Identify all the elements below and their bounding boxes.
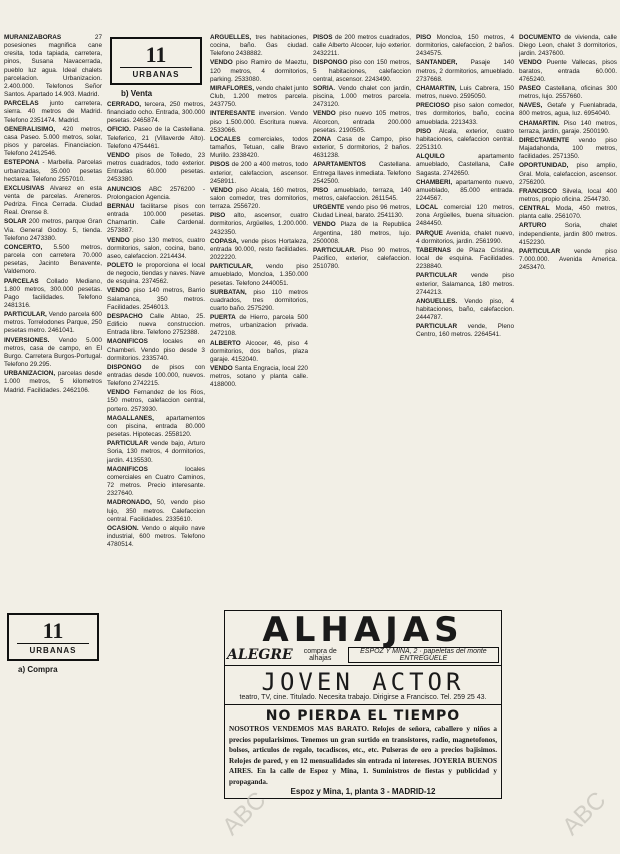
classified-ad-lead: TABERNAS [416,246,452,254]
section-rule [120,67,192,68]
classified-ad-lead: PRECIOSO [416,102,450,110]
classified-ad [210,136,308,160]
classified-ad-text: Piso 90 metros, Pacifico, exterior, calefaccion. 2510780. [313,246,411,271]
classified-ad-lead: CHAMARTIN. [519,119,560,127]
classified-ad-lead: PISOS [313,34,333,41]
classified-ad [313,85,411,109]
classified-ad [4,244,102,277]
section-sub: a) Compra [18,665,58,674]
classified-ad-lead: PARTICULAR [107,440,149,448]
classified-ad-lead: PISO [416,34,432,41]
classified-ad-text: piso salon comedor, tres dormitorios, baño, cocina amueblada. 2213433. [416,102,514,126]
classified-ad-text: Castellana. Entrega llaves inmediata. Telefono 2542500. [313,161,411,185]
classified-ad-text: piso amplio, Gral. Mola, calefaccion, ascensor. 2756200. [519,162,617,186]
classified-ad-text: de vivienda, calle Diego Leon, chalet 3 dormitorios, jardin. 2437600. [519,34,617,58]
classified-ad-lead: PARQUE [416,229,443,237]
classified-ad-text: Fernandez de los Rios, 150 metros, calefaccion central, portero. 2573930. [107,389,205,413]
classified-ad-text: - Marbella. Parcelas urbanizadas, 35.000 pesetas hectarea. Telefono 2557010. [4,159,102,183]
section-box-compra [7,613,99,661]
classified-ad-lead: LOCAL [416,204,439,212]
classified-ad-lead: MIRAFLORES, [210,84,255,92]
classified-ad [107,287,205,311]
classified-ad-lead: SOLAR [4,218,27,226]
column-1-lower [4,610,102,850]
classified-ad [210,85,308,109]
classified-ad [313,161,411,185]
classified-ad-lead: FRANCISCO [519,187,557,195]
classified-ad [313,204,411,220]
classified-ad-lead: CERRADO, [107,101,142,108]
classified-ad-text: Silvela, local 400 metros, propio oficina. 2544730. [519,187,617,203]
classified-ad [210,110,308,134]
classified-ad-text: Vendo parcela 600 metros. Torrelodones Parque, 250 pesetas metro. 2461041. [4,311,102,335]
classified-ad-lead: INTERESANTE [210,110,256,118]
ad-alhajas-brand: ALEGRE [227,647,293,663]
classified-ad-text: Plaza de la Republica Argentina, 180 metros, lujo. 2500008. [313,221,411,245]
classified-ad-text: piso Alcala, 160 metros, salon comedor, tres dormitorios, terraza. 2556720. [210,186,308,211]
classified-ad-lead: DISPONGO [313,59,348,67]
classified-ad-text: piso nuevo 105 metros, Alcorcon, entrada 200.000 pesetas. 2190505. [313,110,411,134]
classified-ad-lead: VENDO [313,221,336,229]
classified-ad-lead: ANGUELLES. [416,297,458,305]
classified-ad-text: 5.500 metros, parcela con carretera 70.000 pesetas, Jacinto Benavente, Valdemoro. [4,243,102,276]
classified-ad-lead: PARTICULAR. [313,246,356,254]
classified-ad-text: 27 posesiones magnifica cane cresita, toda tapiada, carretera, pinos, Susana Navacerrada, pueblo luz agua. Ideal chalets parcelacion. Urbanizacion. 2.400.000. Telefonos Señor Santos. Apartado 14.903. Madrid. [4,34,102,99]
section-label: URBANAS [132,70,180,79]
section-box-venta [110,37,202,85]
classified-ad-lead: URBANIZACION, [4,370,56,378]
classified-ad [416,85,514,101]
classified-ad-lead: CHAMARTIN, [416,84,457,92]
column-3 [210,34,308,604]
classified-ad [4,100,102,124]
classified-ad [107,237,205,261]
classified-ad-lead: COPASA, [210,237,239,245]
classified-ad-text: alto, ascensor, cuatro dormitorios, Argüelles, 1.200.000. 2432350. [210,212,308,236]
classified-ad [416,34,514,58]
classified-ad-text: vendo piso amueblado, Moncloa, 1.350.000 pesetas. Telefono 2440051. [210,263,308,287]
classified-ad-lead: DESPACHO [107,312,143,320]
classified-ad-text: Calle Abtao, 25. Edificio nueva construccion. Entrada libre. Telefono 2752388. [107,312,205,337]
classified-ad [107,313,205,337]
classified-ad-text: vende piso exterior, Salamanca, 180 metros. 2744213. [416,272,514,296]
classified-ad-lead: VENDO [313,110,336,118]
classified-ad [313,59,411,83]
classified-ad-lead: CENTRAL [519,205,550,213]
classified-ad-text: Vendo chalet con jardin, piscina, 1.000 metros parcela. 2473120. [313,84,411,109]
column-4 [313,34,411,604]
classified-ad-text: tercera, 250 metros, financiado ocho. Entrada, 300.000 pesetas. 2465874. [107,101,205,125]
classified-ad-lead: PISOS [210,161,230,169]
classified-ad [107,525,205,549]
classified-ad-lead: DOCUMENTO [519,34,561,41]
classified-ad-text: vendo piso 96 metros, Ciudad Lineal, barato. 2541130. [313,204,411,220]
classified-ad-text: Avenida, chalet nuevo, 4 dormitorios, jardin. 2561990. [416,229,514,245]
classified-ad-text: locales comerciales en Cuatro Caminos, 72 metros. Precio interesante. 2327640. [107,465,205,498]
classified-ad [519,120,617,136]
ad-alhajas-headline: ALHAJAS [262,610,464,650]
classified-ad-lead: ARTURO [519,222,547,230]
classified-ad-text: amueblado, terraza, 140 metros, calefaccion. 2611545. [313,186,411,202]
classified-ad [416,128,514,152]
classified-ad-lead: VENDO [107,287,130,295]
classified-ad [4,337,102,370]
classified-ad-lead: CHAMBERI, [416,178,453,186]
classified-ad-text: vende piso 7.000.000. Avenida America. 2453470. [519,247,617,272]
classified-ad [210,238,308,262]
classified-ad-text: Casa de Campo, piso exterior, 5 dormitorios, 2 baños. 4631238. [313,135,411,160]
classified-ad-text: Moda, 450 metros, planta calle. 2561070. [519,205,617,221]
classified-ad-text: piso con 150 metros, 5 habitaciones, calefaccion central, ascensor. 2243490. [313,59,411,83]
classified-ad-text: Alcala, exterior, cuatro habitaciones, calefaccion central. 2251310. [416,127,514,152]
watermark: ABC [557,786,612,841]
classified-ad-text: vende bajo, Arturo Soria, 130 metros, 4 dormitorios, jardin. 4135530. [107,440,205,464]
classified-ad-text: Getafe y Fuenlabrada, 800 metros, agua, luz. 6954040. [519,102,617,118]
classified-ad [416,230,514,246]
classified-ad-text: 420 metros, casa Paseo. 5.000 metros, solar, pisos y parcelas. Financiacion. Telefono 2412546. [4,125,102,158]
classified-ad-text: Soria, chalet independiente, jardin 800 metros. 4152230. [519,222,617,246]
classified-ad-lead: VENDO [107,389,130,397]
classified-ad-text: tres habitaciones, cocina, baño. Gas ciudad. Telefono 2438882. [210,34,308,58]
classified-ad [210,340,308,364]
classified-ad [4,311,102,335]
classified-ad-text: piso 110 metros cuadrados, tres dormitorios, cuarto baño. 2575290. [210,288,308,312]
classified-ad-text: le proporciona el local de negocio, tiendas y naves. Nave de esquina. 2374562. [107,261,205,286]
classified-ad-text: facilitarse pisos con entrada 100.000 pesetas. Chamartin. Calle Cardenal. 2573887. [107,202,205,235]
classified-ad [4,185,102,218]
classified-ad-lead: PARTICULAR [416,272,458,280]
classified-ad-text: 200 metros, parque Gran Via. General Godoy. 5, tienda. Telefono 2473380. [4,218,102,242]
classified-ad-lead: PARCELAS [4,100,39,108]
classified-ad-lead: PISO [313,186,329,194]
classified-ad [519,102,617,118]
classified-ad [107,415,205,439]
classified-ad-lead: PISO [210,212,226,220]
classified-ad [107,262,205,286]
column-2 [107,34,205,844]
classified-ad [210,263,308,287]
classified-ad-lead: INVERSIONES. [4,336,50,344]
classified-ad [107,466,205,499]
ad-actor-headline: JOVEN ACTOR [261,668,465,696]
classified-ad-lead: POLETO [107,261,134,269]
classified-ad-text: 50, vendo piso lujo, 350 metros. Calefaccion central. Facilidades. 2335610. [107,499,205,523]
classified-ad-text: de pisos con entradas desde 100.000, nuevos. Telefono 2742215. [107,363,205,388]
classified-ad [107,389,205,413]
classified-ad-lead: OFICIO. [107,126,131,134]
classified-ad-lead: BERNAU [107,202,135,210]
classified-ad-text: apartamentos con piscina, entrada 80.000 pesetas. Hipotecas. 2558120. [107,414,205,439]
classified-ad-text: ABC 2576200 - Prolongacion Agencia. [107,185,205,201]
classified-ad-text: Alvarez en esta venta de parcelas. Areneros. Pedriza. Finca Cerrada. Ciudad Real. Orense 8. [4,184,102,217]
classified-ad [107,364,205,388]
classified-ad [416,179,514,203]
classified-ad-lead: VENDO [107,236,130,244]
classified-ad [107,203,205,236]
classified-ad-text: vendo piso Majadahonda, 100 metros, facilidades. 2571350. [519,136,617,161]
section-rule [17,643,89,644]
classified-ad-text: parcelas desde 1.000 metros, 5 kilometros Madrid. Facilidades. 2462106. [4,370,102,394]
classified-ad [519,222,617,246]
classified-ad-lead: PARTICULAR, [4,311,47,319]
classified-ad-lead: PARCELAS [4,277,39,285]
classified-ad-text: piso Ramiro de Maeztu, 120 metros, 4 dormitorios, parking. 2533080. [210,59,308,83]
classified-ad-text: comercial 120 metros, zona Argüelles, buena situacion. 2484450. [416,204,514,228]
classified-ad-text: junto carretera, sierra. 40 metros de Madrid. Telefono 2351474. Madrid. [4,100,102,124]
classified-ad [519,137,617,161]
classified-ad-text: Vendo 5.000 metros, casa de campo, en El Burgo. Carretera Burgos-Portugal. Telefono 29.295. [4,336,102,369]
advertisement-block [224,610,502,799]
classified-ad-lead: MADRONADO, [107,499,152,507]
classified-ad-lead: PUERTA [210,314,236,322]
classified-ad-lead: ARGUELLES, [210,34,252,41]
classified-ad-text: de Hierro, parcela 500 metros, urbanizacion privada. 2472108. [210,314,308,338]
classified-ad-text: vende, Pleno Centro, 160 metros. 2264541. [416,323,514,339]
classified-ad-text: Vendo o alquilo nave industrial, 600 metros. Telefono 4780514. [107,524,205,549]
classified-ad-text: Moncloa, 150 metros, 4 dormitorios, calefaccion, 2 baños. 2434575. [416,34,514,58]
classified-ad-lead: MURANIZABORAS [4,34,62,41]
classified-ad-text: piso 140 metros, Barrio Salamanca, 350 metros. Facilidades. 2546013. [107,287,205,311]
ad-actor-text: teatro, TV, cine. Titulado. Necesita trabajo. Dirigirse a Francisco. Tel. 259 25 43. [239,694,487,701]
classified-ad [210,161,308,185]
classified-ad [313,247,411,271]
ad-tiempo-headline: NO PIERDA EL TIEMPO [265,708,461,724]
classified-ad-lead: PARTICULAR, [210,263,253,271]
classified-ad [416,272,514,296]
watermark: ABC [217,786,272,841]
classified-ad [416,153,514,177]
classified-ad-text: locales en Chamberi. Vendo piso desde 3 dormitorios. 2335740. [107,338,205,362]
classified-ad [210,289,308,313]
classified-ad [107,126,205,150]
classified-ad-lead: ALBERTO [210,339,241,347]
classified-ad-text: Paseo de la Castellana. Teleferico, 21 (Villaverde Alto). Telefono 4754461. [107,126,205,150]
classified-ad-text: Collado Mediano, 1.800 metros, 300.000 pesetas. Pago facilidades. Telefono 2481316. [4,277,102,309]
classified-ad-lead: VENDO [107,151,130,159]
classified-ad [313,34,411,58]
classified-ad-lead: OPORTUNIDAD, [519,162,569,170]
classified-ad-lead: DISPONGO [107,363,142,371]
classified-ad [313,221,411,245]
classified-ad-text: de 200 metros cuadrados, calle Alberto Alcocer, lujo exterior. 2432211. [313,34,411,58]
classified-ad-lead: VENDO [210,59,233,67]
classified-ad-text: Vendo piso, 4 habitaciones, baño, calefaccion. 2444787. [416,297,514,322]
ad-tiempo-text: NOSOTROS VENDEMOS MAS BARATO. Relojes de señora, caballero y niños a precios popularisimos. Tenemos un gran surtido en transistores, radio, magnetofonos, bolsos, articulos de regalo, tocadiscos, etc., etc. Pulseras de oro a precios bajisimos. Relojes de pared, y en 12 mensualidades sin entrada ni intereses. JOYERIA BUENOS AIRES. En la calle de Espoz y Mina, 1. Suministros de fiestas y publicidad y propaganda. [229,725,497,786]
classified-ad-text: Pasaje 140 metros, 2 dormitorios, amueblado. 2737668. [416,59,514,83]
classified-ad [107,152,205,185]
classified-ad-lead: CONCERTO, [4,243,43,251]
classified-ad [107,186,205,202]
classified-ad-lead: DIRECTAMENTE [519,136,570,144]
ad-alhajas-text: compra de alhajas [303,648,337,662]
classified-ad [107,338,205,362]
classified-ad-text: Piso 140 metros, terraza, jardin, garaje. 2500190. [519,119,617,135]
classified-ad [519,59,617,83]
classified-ad [519,248,617,272]
section-number: 11 [42,618,64,643]
classified-ad-text: pisos de Tolledo, 23 metros cuadrados, todo exterior. Entradas 60.000 pesetas. 2453380. [107,151,205,184]
classified-ad [416,59,514,83]
ad-alhajas-tag: ESPOZ Y MINA, 2 · papeletas del monte ENTREGUELE [348,647,499,663]
classified-ad-lead: VENDO [210,365,233,373]
ad-alhajas [225,611,501,666]
classified-ad [210,212,308,236]
classified-ad-lead: VENDO [210,186,233,194]
classified-ad [313,136,411,160]
classified-ad [416,323,514,339]
classified-ad-lead: SORIA. [313,84,336,92]
classified-ad-lead: SANTANDER, [416,59,458,67]
classified-ad [210,187,308,211]
classified-ad [210,365,308,389]
classified-ad [4,278,102,311]
classified-ad [519,85,617,101]
classified-ad [4,126,102,159]
section-number: 11 [145,42,167,67]
classified-ad-text: inversion. Vendo piso 1.500.000. Escritura nueva. 2533066. [210,110,308,134]
classified-ad [519,34,617,58]
classified-ad-lead: PASEO [519,84,541,92]
section-label: URBANAS [29,646,77,655]
classified-ad [4,159,102,183]
classified-ad-lead: EXCLUSIVAS [4,184,45,192]
classified-ad-text: Alcocer, 46, piso 4 dormitorios, dos baños, plaza garaje. 4152040. [210,339,308,363]
classified-ad-lead: ALQUILO [416,153,445,161]
classified-ad-lead: MAGALLANES, [107,414,154,422]
classified-ad-text: vende pisos Hortaleza, entrada 90.000, resto facilidades. 2022220. [210,237,308,262]
classified-ad-lead: LOCALES [210,135,241,143]
column-6 [519,34,617,844]
classified-ad-text: comerciales, todos tamaños, Tetuan, calle Bravo Murillo. 2338420. [210,135,308,160]
classified-ad-lead: GENERALISIMO, [4,125,56,133]
ad-tiempo [225,705,501,798]
classified-ad [107,101,205,125]
ad-tiempo-address: Espoz y Mina, 1, planta 3 - MADRID-12 [290,787,436,796]
classified-ad-text: Santa Engracia, local 220 metros, sotano y planta calle. 4188000. [210,365,308,389]
classified-ad-text: piso 130 metros, cuatro dormitorios, salon, cocina, bano, aseo, calefaccion. 2214434. [107,236,205,260]
classified-ad [210,59,308,83]
classified-ad-text: Puente Vallecas, pisos baratos, entrada 60.000. 4765240. [519,59,617,83]
column-1 [4,34,102,554]
classified-ad [519,162,617,186]
classified-ad-lead: OCASION. [107,524,139,532]
classified-ad-lead: SURBATAN, [210,288,247,296]
classified-ad [519,188,617,204]
classified-ad-text: de Plaza Cristina, local de esquina. Facilidades. 2238840. [416,246,514,271]
classified-ad-lead: ESTEPONA [4,159,40,167]
classified-ad-lead: URGENTE [313,204,345,212]
classified-ad [416,102,514,126]
classified-ad-text: de 200 a 400 metros, todo exterior, calefaccion, ascensor. 2458911. [210,161,308,185]
classified-ad-text: Castellana, oficinas 300 metros, lujo. 2557660. [519,84,617,101]
classified-ad [107,499,205,523]
classified-ad-lead: VENDO [519,59,542,67]
classified-ad-lead: NAVES, [519,102,543,110]
classified-ad-lead: PISO [416,127,432,135]
section-sub: b) Venta [121,89,153,98]
classified-ad [519,205,617,221]
classified-ad-lead: APARTAMENTOS [313,161,366,169]
classified-ad-text: apartamento nuevo, amueblado, 85.000 entrada. 2244567. [416,178,514,202]
classified-ad-lead: ANUNCIOS [107,185,142,193]
classified-ad [107,440,205,464]
classified-ad-text: vendo chalet junto Club, 1.200 metros parcela. 2437750. [210,84,308,109]
classified-ad-lead: ZONA [313,135,332,143]
classified-ad-lead: PARTICULAR [416,323,458,331]
classified-ad [416,247,514,271]
classified-ad [210,314,308,338]
classified-ad [416,298,514,322]
classified-ad [210,34,308,58]
classified-ad [313,110,411,134]
classified-ad-text: apartamento amueblado, Castellana, Calle Sagasta. 2742650. [416,153,514,177]
classified-ad-lead: MAGNIFICOS [107,465,148,473]
ad-actor [225,666,501,705]
classified-ad [4,34,102,99]
classified-ad [4,218,102,242]
classified-ad-lead: MAGNIFICOS [107,338,148,346]
classified-ad-text: Luis Cabrera, 150 metros, nuevo. 2595050. [416,84,514,101]
classified-ad [313,187,411,203]
classified-ad [416,204,514,228]
classified-ad-lead: PARTICULAR [519,247,561,255]
classified-ad [4,370,102,394]
